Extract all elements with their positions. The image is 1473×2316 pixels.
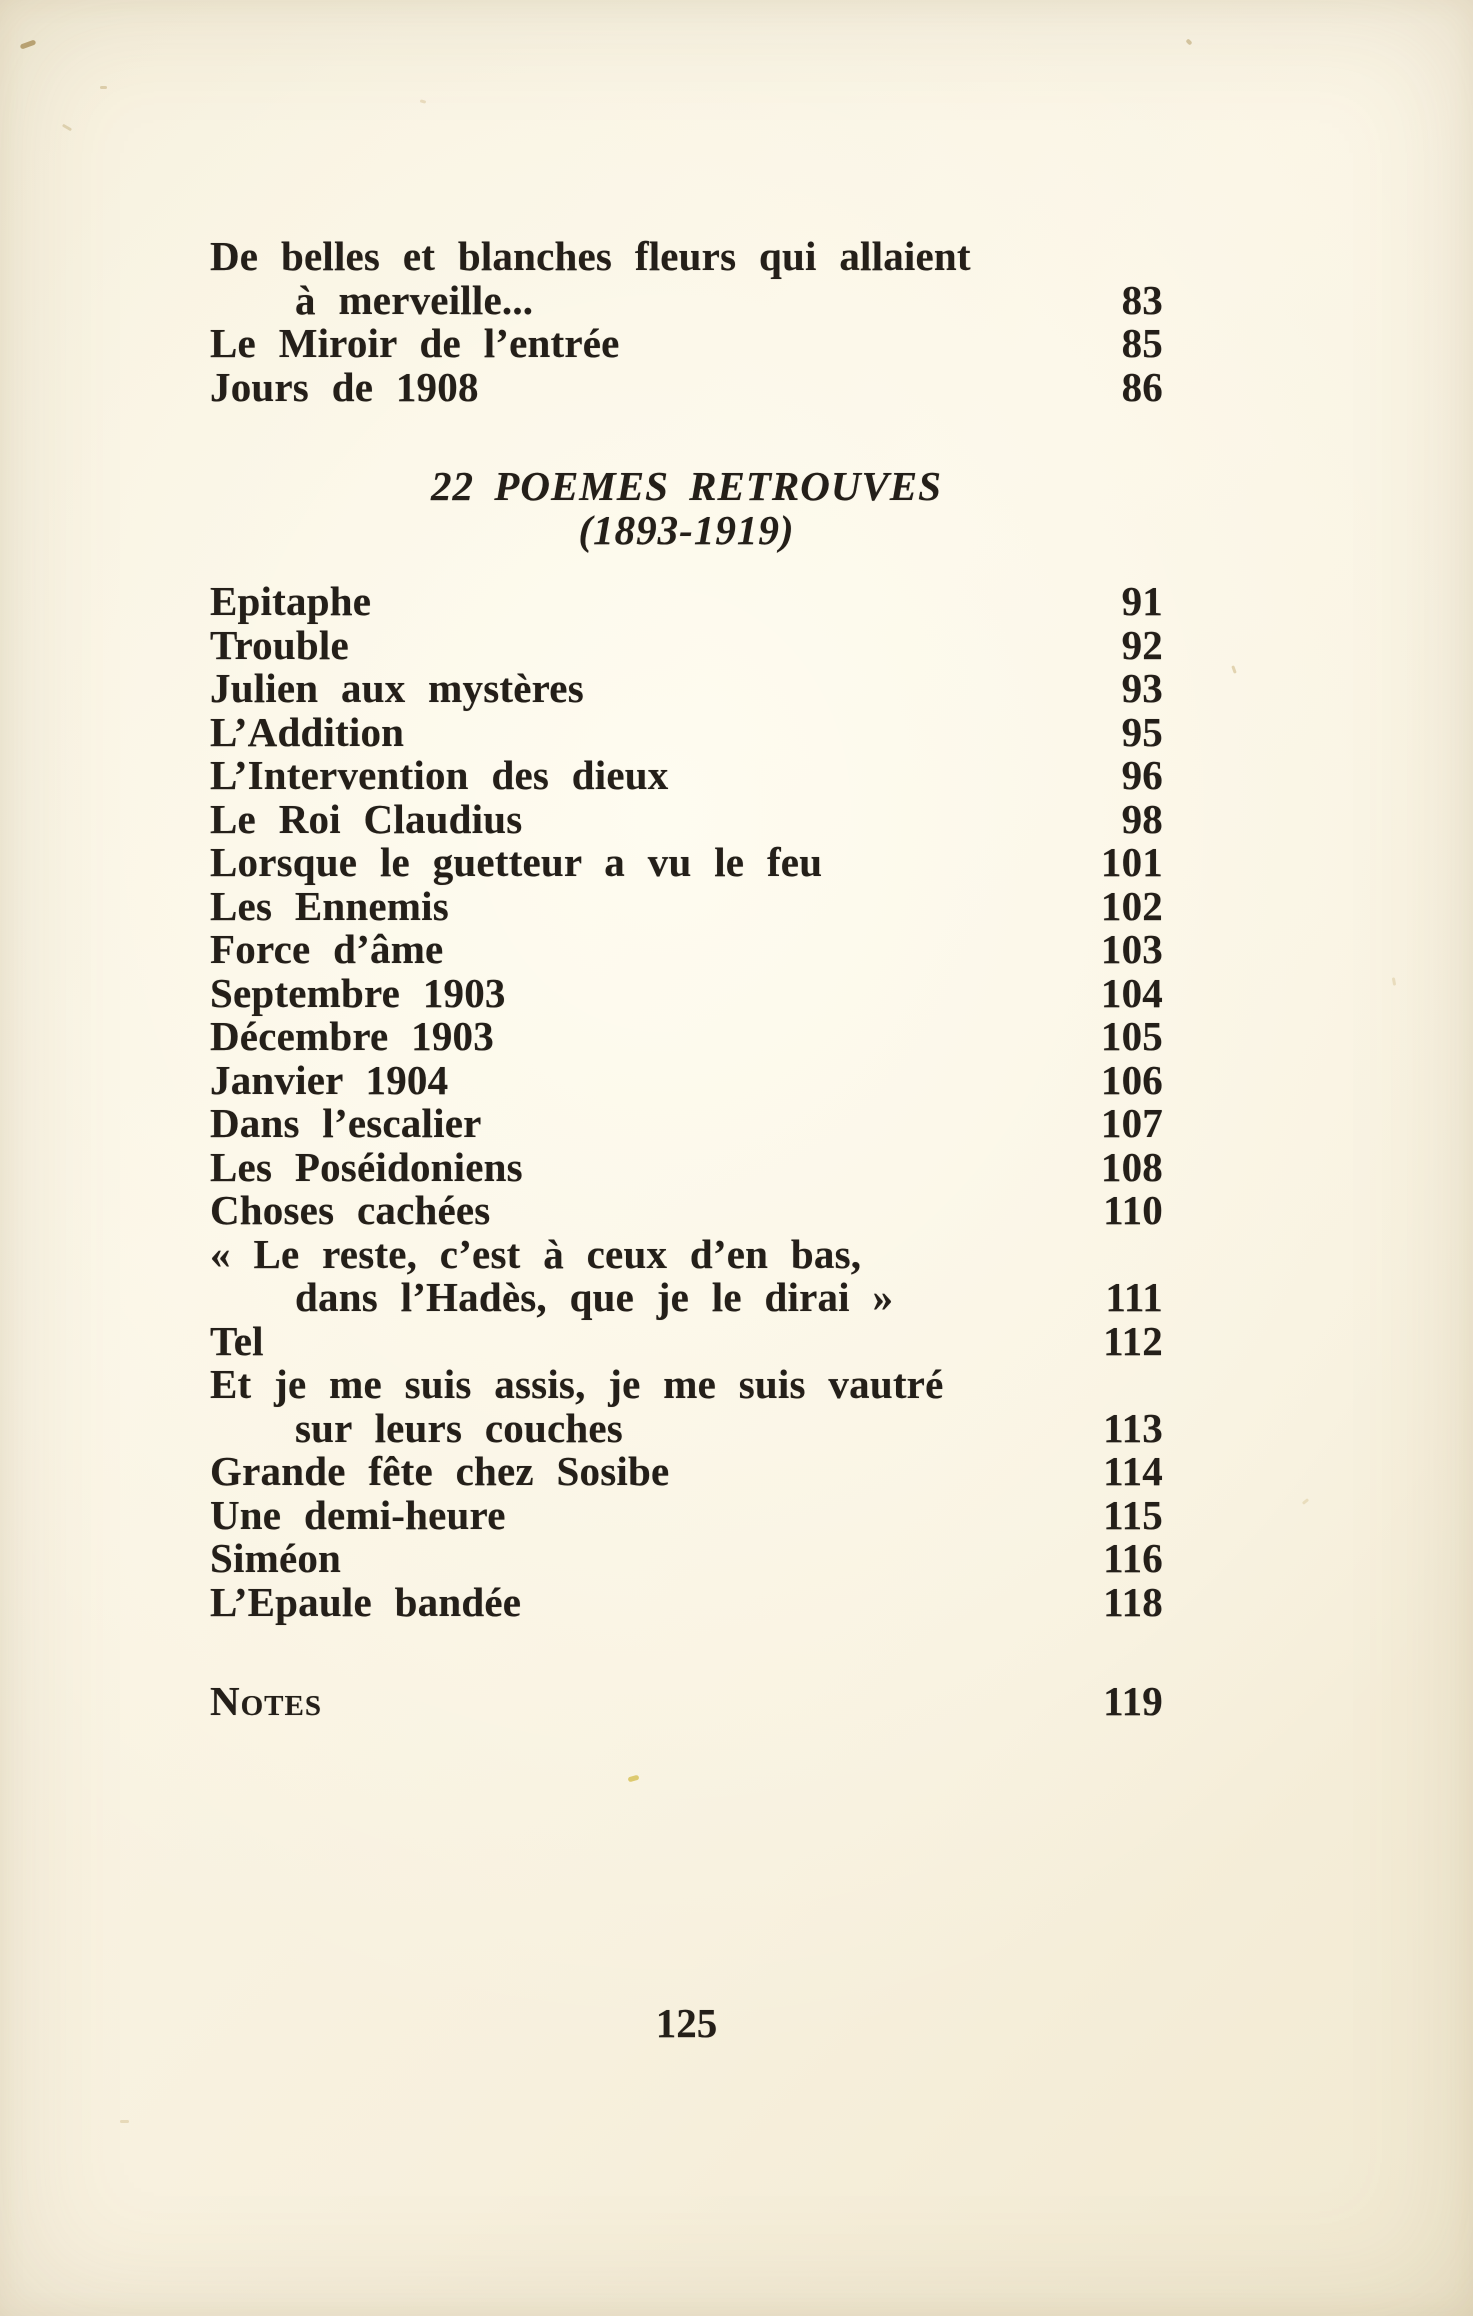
paper-fiber-speck xyxy=(1185,38,1192,45)
paper-fiber-speck xyxy=(20,39,37,49)
entry-page-number: 115 xyxy=(1103,1491,1163,1538)
entry-title-line: Siméon xyxy=(210,1535,342,1581)
page-number-folio: 125 xyxy=(655,2000,718,2046)
toc-entry xyxy=(210,1450,1163,1494)
entry-page-number: 104 xyxy=(1100,969,1163,1016)
entry-title-line: Lorsque le guetteur a vu le feu xyxy=(210,839,823,885)
entry-title xyxy=(210,708,1083,755)
toc-entry xyxy=(210,322,1163,366)
entry-page-number: 92 xyxy=(1121,621,1163,668)
entry-title xyxy=(210,754,1083,798)
entry-title xyxy=(210,621,1083,668)
toc-entry xyxy=(210,1363,1163,1450)
toc-entry xyxy=(210,1491,1163,1538)
entry-title-line: Trouble xyxy=(210,621,349,668)
entry-title xyxy=(210,1578,1083,1625)
entry-title-line: dans l’Hadès, que je le dirai » xyxy=(295,1274,894,1320)
toc-entry xyxy=(210,1537,1163,1581)
entry-title xyxy=(210,667,1083,711)
paper-fiber-speck xyxy=(62,124,72,132)
entry-title-line: Décembre 1903 xyxy=(210,1013,494,1059)
entry-title-line: L’Intervention des dieux xyxy=(210,752,669,798)
entry-title-line: L’Addition xyxy=(210,708,405,755)
entry-page-number: 106 xyxy=(1100,1056,1163,1103)
entry-page-number: 113 xyxy=(1103,1404,1163,1451)
entry-title-line: Tel xyxy=(210,1317,264,1364)
entry-title xyxy=(210,1015,1083,1059)
paper-fiber-speck xyxy=(628,1775,640,1783)
entry-title xyxy=(210,928,1083,972)
entry-page-number: 103 xyxy=(1100,926,1163,972)
entry-title xyxy=(210,1363,1083,1450)
entry-title-line: Grande fête chez Sosibe xyxy=(210,1448,670,1494)
entry-page-number: 114 xyxy=(1103,1448,1163,1494)
entry-title xyxy=(210,235,1083,322)
paper-fiber-speck xyxy=(120,2120,129,2123)
entry-title-line: Choses cachées xyxy=(210,1187,491,1233)
section-subtitle: (1893-1919) xyxy=(578,506,795,553)
entry-title xyxy=(210,322,1083,366)
entry-page-number: 93 xyxy=(1121,665,1163,711)
toc-entry xyxy=(210,795,1163,842)
entry-title xyxy=(210,1189,1083,1233)
entry-page-number: 85 xyxy=(1121,320,1163,366)
entry-page-number: 116 xyxy=(1103,1535,1163,1581)
entry-title-line: Dans l’escalier xyxy=(210,1100,482,1146)
toc-entry xyxy=(210,754,1163,798)
entry-title-line: L’Epaule bandée xyxy=(210,1578,522,1625)
toc-entry xyxy=(210,580,1163,624)
toc-entry xyxy=(210,621,1163,668)
entry-page-number: 111 xyxy=(1105,1274,1163,1320)
entry-title xyxy=(210,1317,1083,1364)
entry-title-line: Les Ennemis xyxy=(210,882,449,929)
toc-entry xyxy=(210,1230,1163,1320)
toc-entry xyxy=(210,841,1163,885)
entry-title-line: Le Roi Claudius xyxy=(210,795,523,842)
table-of-contents xyxy=(210,235,1163,1724)
entry-title-line: Epitaphe xyxy=(210,578,372,624)
entry-page-number: 108 xyxy=(1100,1143,1163,1190)
entry-page-number: 95 xyxy=(1121,708,1163,755)
entry-title xyxy=(210,1450,1083,1494)
toc-notes-entry xyxy=(210,1680,1163,1724)
entry-title-line: sur leurs couches xyxy=(295,1404,623,1451)
section-heading xyxy=(210,465,1163,552)
entry-title xyxy=(210,1143,1083,1190)
entry-title xyxy=(210,841,1083,885)
entry-page-number: 101 xyxy=(1100,839,1163,885)
entry-title-line: Julien aux mystères xyxy=(210,665,584,711)
toc-entry xyxy=(210,235,1163,322)
toc-entry xyxy=(210,363,1163,410)
paper-fiber-speck xyxy=(1302,1498,1309,1505)
entry-title xyxy=(210,363,1083,410)
entry-title-line: Force d’âme xyxy=(210,926,444,972)
entry-title-line: Les Poséidoniens xyxy=(210,1143,523,1190)
entry-title-line: Septembre 1903 xyxy=(210,969,506,1016)
toc-entry xyxy=(210,1317,1163,1364)
entry-title-line: De belles et blanches fleurs qui allaient xyxy=(210,233,971,279)
toc-pre-section-entries xyxy=(210,235,1163,409)
entry-page-number: 102 xyxy=(1100,882,1163,929)
toc-entry xyxy=(210,667,1163,711)
toc-entry xyxy=(210,1578,1163,1625)
entry-page-number: 96 xyxy=(1121,752,1163,798)
notes-page-number: 119 xyxy=(1103,1678,1163,1724)
toc-entry xyxy=(210,969,1163,1016)
paper-fiber-speck xyxy=(1392,977,1396,985)
entry-title-line: Le Miroir de l’entrée xyxy=(210,320,620,366)
entry-title xyxy=(210,882,1083,929)
toc-entry xyxy=(210,1102,1163,1146)
entry-title-line: Et je me suis assis, je me suis vautré xyxy=(210,1361,944,1407)
toc-entry xyxy=(210,1143,1163,1190)
entry-title-line: « Le reste, c’est à ceux d’en bas, xyxy=(210,1230,862,1277)
entry-page-number: 86 xyxy=(1121,363,1163,410)
entry-title-line: Jours de 1908 xyxy=(210,363,479,410)
entry-page-number: 83 xyxy=(1121,276,1163,323)
paper-fiber-speck xyxy=(420,99,427,103)
entry-page-number: 98 xyxy=(1121,795,1163,842)
entry-title xyxy=(210,1537,1083,1581)
toc-entry xyxy=(210,928,1163,972)
paper-fiber-speck xyxy=(1231,665,1237,674)
entry-page-number: 118 xyxy=(1103,1578,1163,1625)
entry-title xyxy=(210,1230,1083,1320)
entry-title-line: Janvier 1904 xyxy=(210,1056,449,1103)
entry-title xyxy=(210,580,1083,624)
entry-title xyxy=(210,795,1083,842)
toc-entry xyxy=(210,1056,1163,1103)
toc-entry xyxy=(210,882,1163,929)
entry-title-line: à merveille... xyxy=(295,276,534,323)
entry-page-number: 105 xyxy=(1100,1013,1163,1059)
entry-title xyxy=(210,1056,1083,1103)
entry-title xyxy=(210,1491,1083,1538)
entry-title xyxy=(210,969,1083,1016)
toc-entry xyxy=(210,1015,1163,1059)
paper-fiber-speck xyxy=(100,86,107,89)
toc-entry xyxy=(210,708,1163,755)
toc-entry xyxy=(210,1189,1163,1233)
entry-page-number: 107 xyxy=(1100,1100,1163,1146)
entry-page-number: 110 xyxy=(1103,1187,1163,1233)
entry-title xyxy=(210,1102,1083,1146)
entry-page-number: 112 xyxy=(1103,1317,1163,1364)
notes-label: Notes xyxy=(210,1678,322,1724)
section-title: 22 POEMES RETROUVES xyxy=(431,463,942,509)
entry-page-number: 91 xyxy=(1121,578,1163,624)
entry-title-line: Une demi-heure xyxy=(210,1491,506,1538)
toc-section-entries xyxy=(210,580,1163,1624)
